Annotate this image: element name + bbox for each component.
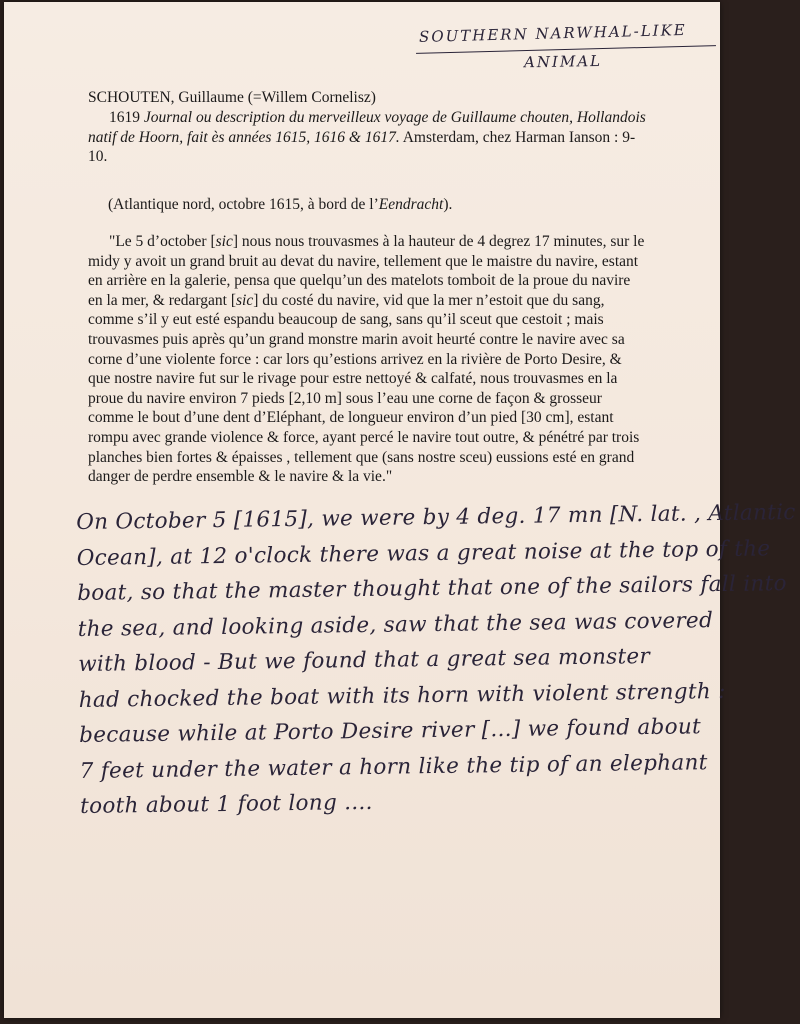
translation-line: had chocked the boat with its horn with violent strength : — [78, 678, 726, 713]
citation-title: Journal ou description du merveilleux voyage de Guillaume chouten, Hollandois natif de Hoorn, fait ès années 1615, 1616 & 1617. — [88, 109, 646, 146]
citation-year: 1619 — [109, 109, 140, 126]
translation-line: Ocean], at 12 o'clock there was a great noise at the top of the — [76, 535, 771, 571]
translation-line: On October 5 [1615], we were by 4 deg. 17 mn [N. lat. , Atlantic — [76, 499, 796, 535]
ship-name: Eendracht — [378, 196, 444, 213]
quote-sic-1: sic — [215, 233, 233, 250]
citation-author: SCHOUTEN, Guillaume (=Willem Cornelisz) — [88, 89, 376, 106]
location-prefix: (Atlantique nord, octobre 1615, à bord de l’ — [108, 196, 379, 213]
quote-part-3: ] du costé du navire, vid que la mer n’estoit que du sang, comme s’il y eut esté espandu beaucoup de sang, sans qu’il sceut que cestoit ; mais trouvasmes puis après qu’un grand monstre marin avoit heurté contre le navire avec sa corne d’une violente force : car lors qu’estions arrivez en la rivière de Porto Desire, & que nostre navire fut sur le rivage pour estre nettoyé & calfaté, nous trouvasmes en la proue du navire environ 7 pieds [2,10 m] sous l’eau une corne de façon & grosseur comme le bout d’une dent d’Eléphant, de longueur environ d’un pied [30 cm], estant rompu avec grande violence & force, ayant percé le navire tout outre, & pénétré par trois planches bien fortes & épaisses , tellement que (sans nostre sceu) eussions esté en grand danger de perdre ensemble & le navire & la vie." — [88, 291, 640, 486]
translation-line: because while at Porto Desire river [...] we found about — [79, 714, 702, 748]
location-note — [108, 195, 666, 215]
quote-sic-2: sic — [236, 291, 254, 309]
handwritten-translation — [76, 496, 796, 824]
quote-paragraph — [88, 232, 646, 487]
translation-line: the sea, and looking aside, saw that the sea was covered — [77, 607, 714, 642]
citation-reference — [88, 108, 646, 167]
handwritten-annotation-line2: ANIMAL — [523, 51, 603, 72]
translation-line: 7 feet under the water a horn like the tip of an elephant — [79, 749, 708, 784]
citation-publisher: Amsterdam, chez Harman Ianson : 9-10. — [88, 128, 636, 166]
document-page — [4, 2, 796, 1018]
quote-part-1: "Le 5 d’october [ — [109, 233, 216, 250]
handwritten-annotation-line1: SOUTHERN NARWHAL-LIKE — [418, 20, 687, 46]
translation-line: boat, so that the master thought that one of the sailors fall into — [77, 571, 787, 606]
location-suffix: ). — [443, 196, 453, 213]
quote-part-2: ] nous nous trouvasmes à la hauteur de 4 degrez 17 minutes, sur le midy y avoit un grand bruit au devat du navire, tellement que le maistre du navire, estant en arrière en la galerie, pensa que quelqu’un des matelots tomboit de la proue du navire en la mer, & redargant [ — [88, 233, 645, 309]
translation-line: tooth about 1 foot long .... — [80, 789, 373, 819]
translation-line: with blood - But we found that a great sea monster — [78, 644, 651, 677]
